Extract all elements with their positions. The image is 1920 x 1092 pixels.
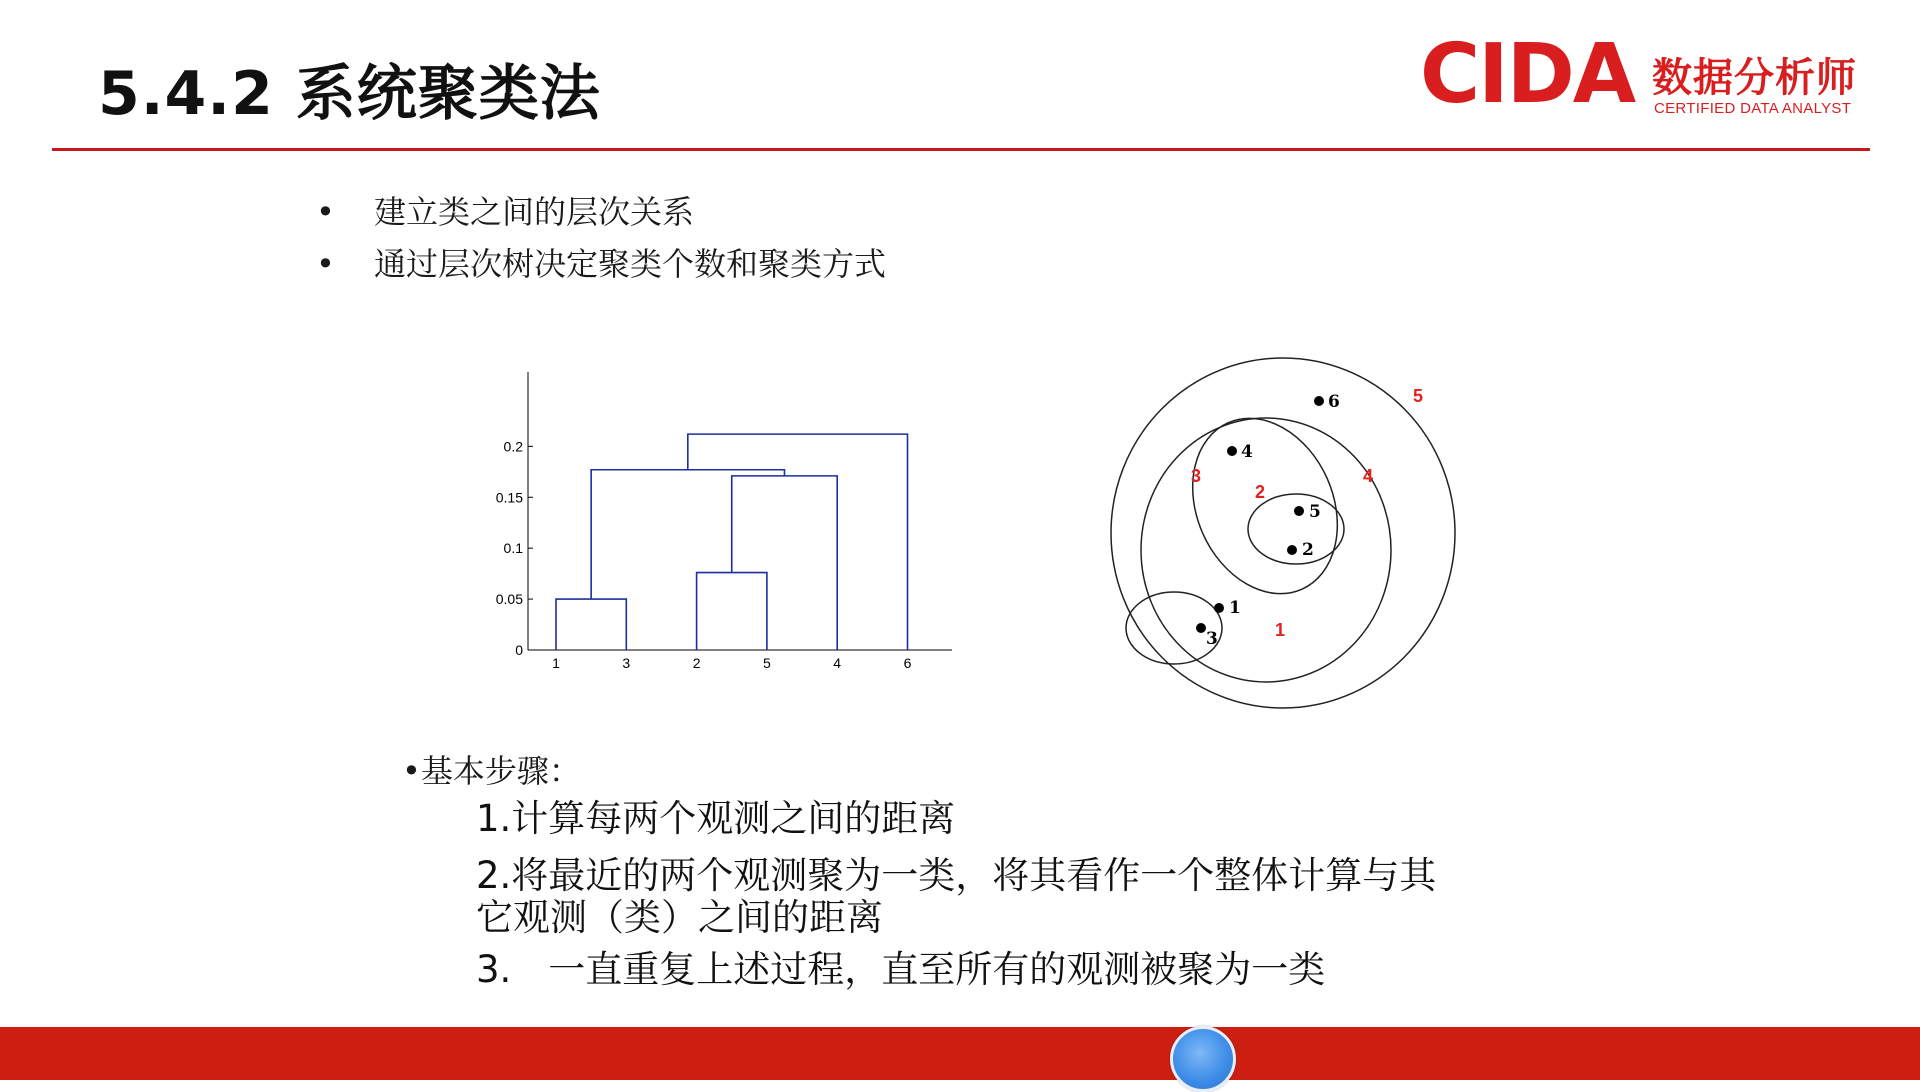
- dendrogram-links: [556, 434, 908, 650]
- point-5: [1294, 506, 1304, 516]
- step-2-continued: 它观测（类）之间的距离: [476, 896, 883, 939]
- point-4: [1227, 446, 1237, 456]
- cluster-2-boundary: [1248, 494, 1344, 564]
- y-tick-label: 0.1: [503, 540, 523, 557]
- step-1: 1.计算每两个观测之间的距离: [476, 797, 956, 840]
- slide-title: 5.4.2 系统聚类法: [98, 59, 601, 129]
- x-tick-group: [552, 645, 912, 671]
- point-2: [1287, 545, 1297, 555]
- point-1: [1214, 603, 1224, 613]
- bullet-text: 建立类之间的层次关系: [374, 193, 695, 231]
- footer-bar: [0, 1027, 1920, 1080]
- logo-english-text: CERTIFIED DATA ANALYST: [1654, 100, 1852, 117]
- cluster-label-2: 2: [1255, 482, 1266, 502]
- intro-bullet-list: [316, 186, 886, 290]
- y-tick-label: 0.2: [503, 438, 523, 455]
- x-tick-label: 5: [763, 655, 771, 671]
- nested-cluster-diagram: [1095, 350, 1475, 720]
- point-label: 5: [1309, 502, 1321, 522]
- dendrogram-chart: [470, 360, 960, 680]
- dendrogram-link: [697, 573, 767, 650]
- y-tick-label: 0.15: [495, 489, 523, 506]
- logo-chinese-text: 数据分析师: [1652, 55, 1857, 101]
- slide-nav-orb-icon[interactable]: [1170, 1026, 1236, 1092]
- cluster-label-4: 4: [1363, 466, 1374, 486]
- point-label: 2: [1302, 540, 1314, 560]
- point-label: 6: [1328, 392, 1340, 412]
- x-tick-label: 2: [692, 655, 701, 671]
- dendrogram-link: [591, 470, 784, 599]
- y-tick-group: [496, 438, 533, 658]
- cluster-label-5: 5: [1413, 386, 1424, 406]
- steps-heading: •基本步骤：: [402, 752, 581, 790]
- point-3: [1196, 623, 1206, 633]
- cda-logo: [1420, 27, 1880, 122]
- bullet-dot-icon: •: [316, 193, 335, 231]
- point-label: 1: [1229, 598, 1241, 618]
- point-label: 3: [1206, 629, 1218, 649]
- cluster-label-3: 3: [1191, 466, 1202, 486]
- y-tick-label: 0.05: [495, 591, 523, 608]
- cluster-3-boundary: [1166, 395, 1364, 617]
- bullet-item: [316, 238, 886, 290]
- logo-letters: CIDA: [1420, 27, 1635, 122]
- cluster-label-1: 1: [1275, 620, 1286, 640]
- dendrogram-link: [732, 476, 837, 650]
- bullet-text: 通过层次树决定聚类个数和聚类方式: [374, 245, 887, 283]
- cluster-4-boundary: [1141, 418, 1391, 682]
- point-label: 4: [1241, 442, 1253, 462]
- y-tick-label: 0: [515, 642, 523, 658]
- bullet-dot-icon: •: [316, 245, 335, 283]
- point-6: [1314, 396, 1324, 406]
- cluster-5-boundary: [1111, 358, 1455, 708]
- x-tick-label: 6: [903, 655, 912, 671]
- title-divider: [52, 148, 1870, 151]
- x-tick-label: 1: [552, 655, 560, 671]
- bullet-item: [316, 186, 886, 238]
- x-tick-label: 4: [833, 655, 842, 671]
- dendrogram-link: [556, 599, 626, 650]
- step-3: 3. 一直重复上述过程，直至所有的观测被聚为一类: [476, 948, 1326, 991]
- step-2: 2.将最近的两个观测聚为一类，将其看作一个整体计算与其: [476, 854, 1437, 897]
- dendrogram-link: [688, 434, 908, 650]
- cluster-1-boundary: [1126, 592, 1222, 664]
- x-tick-label: 3: [622, 655, 631, 671]
